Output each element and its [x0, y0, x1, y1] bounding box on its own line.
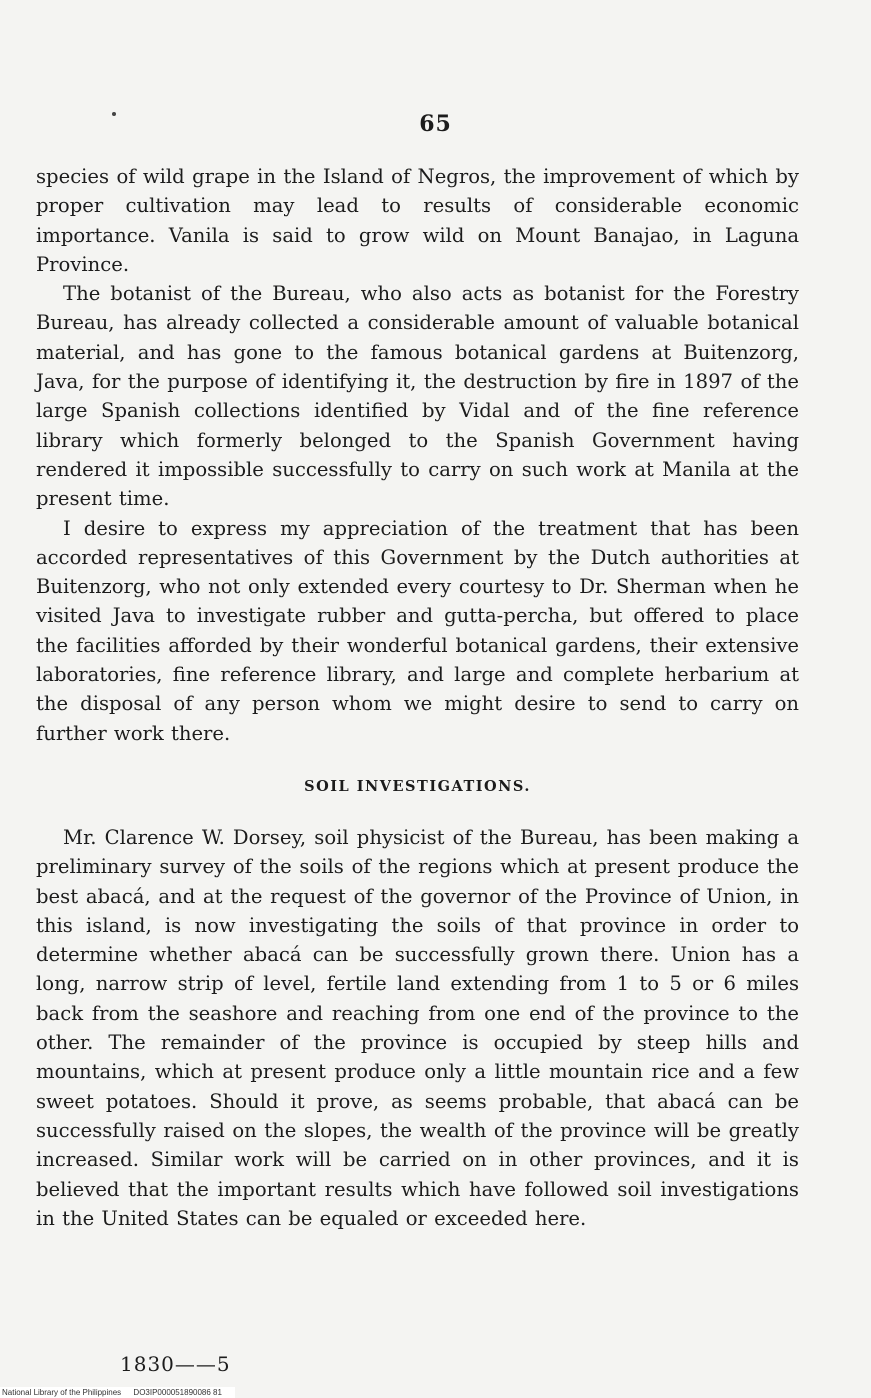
- body-text: [36, 162, 799, 1233]
- footer-institution: National Library of the Philippines: [2, 1388, 122, 1397]
- footer-image-id: DO3IP000051890086 81: [133, 1388, 222, 1397]
- paragraph-1: species of wild grape in the Island of Negros, the improvement of which by proper cultivation may lead to results of considerable economic importance. Vanila is said to grow wild on Mount Banajao, in Laguna Province.: [36, 165, 799, 276]
- printer-signature: 1830——5: [120, 1352, 231, 1376]
- paragraph-2: The botanist of the Bureau, who also acts as botanist for the Forestry Bureau, has already collected a considerable amount of valuable botanical material, and has gone to the famous botanical gardens at Buitenzorg, Java, for the purpose of identifying it, the destruction by fire in 1897 of the large Spanish collections identified by Vidal and of the fine reference library which formerly belonged to the Spanish Government having rendered it impossible successfully to carry on such work at Manila at the present time.: [36, 282, 799, 511]
- page-number: 65: [419, 111, 452, 137]
- scan-footer: [0, 1387, 235, 1398]
- paragraph-3: I desire to express my appreciation of the treatment that has been accorded representatives of this Government by the Dutch authorities at Buitenzorg, who not only extended every courtesy to Dr. Sherman when he visited Java to investigate rubber and gutta-percha, but offered to place the facilities afforded by their wonderful botanical gardens, their extensive laboratories, fine reference library, and large and complete herbarium at the disposal of any person whom we might desire to send to carry on further work there.: [36, 516, 799, 745]
- section-paragraph-1: Mr. Clarence W. Dorsey, soil physicist of the Bureau, has been making a preliminary survey of the soils of the regions which at present produce the best abacá, and at the request of the governor of the Province of Union, in this island, is now investigating the soils of that province in order to determine whether abacá can be successfully grown there. Union has a long, narrow strip of level, fertile land extending from 1 to 5 or 6 miles back from the seashore and reaching from one end of the province to the other. The remainder of the province is occupied by steep hills and mountains, which at present produce only a little mountain rice and a few sweet potatoes. Should it prove, as seems probable, that abacá can be successfully raised on the slopes, the wealth of the province will be greatly increased. Similar work will be carried on in other provinces, and it is believed that the important results which have followed soil investigations in the United States can be equaled or exceeded here.: [36, 825, 799, 1230]
- section-heading: SOIL INVESTIGATIONS.: [304, 777, 531, 795]
